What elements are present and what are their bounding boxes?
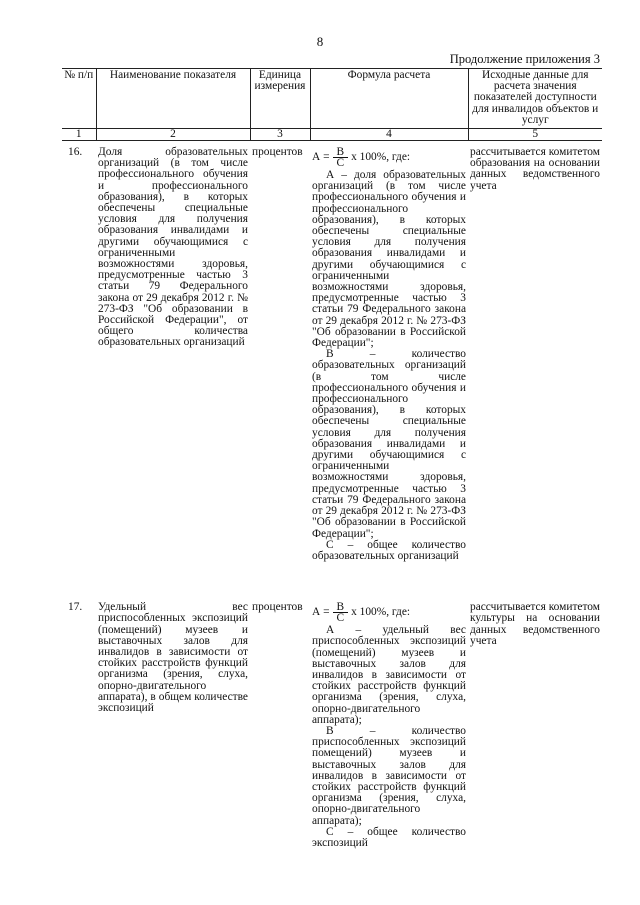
column-number: 3 [250, 129, 310, 141]
formula-definition: С – общее количество образовательных организаций [312, 538, 466, 562]
formula-numerator: В [333, 147, 349, 158]
unit-cell: процентов [252, 146, 303, 158]
header-num: № п/п [62, 69, 96, 129]
table-header-row [62, 69, 602, 129]
formula-lhs: А = [312, 606, 330, 618]
formula-definition: С – общее количество экспозиций [312, 825, 466, 849]
table-row [62, 141, 602, 563]
formula-numerator: В [333, 602, 349, 613]
row-number: 17. [68, 601, 83, 614]
column-number: 2 [96, 129, 250, 141]
formula-fraction [333, 147, 349, 168]
indicator-name: Доля образовательных организаций (в том числе профессионального обучения и профессионального образования), в которых обеспечены специальные условия для получения образования инвалидами и другими обучающимися с ограниченными возможностями здоровья, предусмотренные частью 3 статьи 79 Федерального закона от 29 декабря 2012 г. № 273-ФЗ "Об образовании в Российской Федерации", от общего количества образовательных организаций [98, 146, 248, 349]
formula [312, 147, 466, 168]
column-number: 1 [62, 129, 96, 141]
formula-definition: А – доля образовательных организаций (в том числе профессионального обучения и профессионального образования), в которых обеспечены специальные условия для получения образования инвалидами и другими обучающимися с ограниченными возможностями здоровья, предусмотренные частью 3 статьи 79 Федерального закона от 29 декабря 2012 г. № 273-ФЗ "Об образовании в Российской Федерации"; [312, 169, 466, 350]
table-row [62, 596, 602, 849]
formula-cell [310, 141, 468, 563]
header-source: Исходные данные для расчета значения показателей доступности для инвалидов объектов и услуг [468, 69, 602, 129]
column-number: 4 [310, 129, 468, 141]
formula-definition: А – удельный вес приспособленных экспозиций (помещений) музеев и выставочных залов для инвалидов в зависимости от стойких расстройств функций организма (зрения, слуха, опорно-двигательного аппарата); [312, 624, 466, 726]
formula-rhs: х 100%, где: [351, 150, 411, 163]
header-unit: Единица измерения [250, 69, 310, 129]
formula-denominator: С [336, 157, 345, 169]
formula-cell [310, 596, 468, 849]
formula-definition: В – количество образовательных организаций (в том числе профессионального обучения и профессионального образования), в которых обеспечены специальные условия для получения образования инвалидами и другими обучающимися с ограниченными возможностями здоровья, предусмотренные частью 3 статьи 79 Федерального закона от 29 декабря 2012 г. № 273-ФЗ "Об образовании в Российской Федерации"; [312, 348, 466, 540]
header-name: Наименование показателя [96, 69, 250, 129]
formula-definition: В – количество приспособленных экспозиций помещений) музеев и выставочных залов для инвалидов в зависимости от стойких расстройств функций организма (зрения, слуха, опорно-двигательного аппарата); [312, 724, 466, 827]
row-number: 16. [68, 146, 83, 158]
continuation-label: Продолжение приложения 3 [449, 52, 600, 66]
indicator-name: Удельный вес приспособленных экспозиций (помещений) музеев и выставочных залов для инвалидов в зависимости от стойких расстройств функций организма (зрения, слуха, опорно-двигательного аппарата), в общем количестве экспозиций [98, 601, 248, 714]
source-cell: рассчитывается комитетом культуры на основании данных ведомственного учета [470, 601, 600, 647]
header-formula: Формула расчета [310, 69, 468, 129]
source-cell: рассчитывается комитетом образования на основании данных ведомственного учета [470, 146, 600, 192]
indicators-table [62, 68, 602, 849]
column-number: 5 [468, 129, 602, 141]
formula-denominator: С [336, 612, 345, 625]
formula-lhs: А = [312, 150, 330, 163]
page-number: 8 [316, 34, 324, 49]
column-number-row [62, 129, 602, 141]
formula-rhs: х 100%, где: [351, 606, 411, 618]
formula [312, 602, 466, 623]
unit-cell: процентов [252, 601, 303, 614]
formula-fraction [333, 602, 349, 623]
